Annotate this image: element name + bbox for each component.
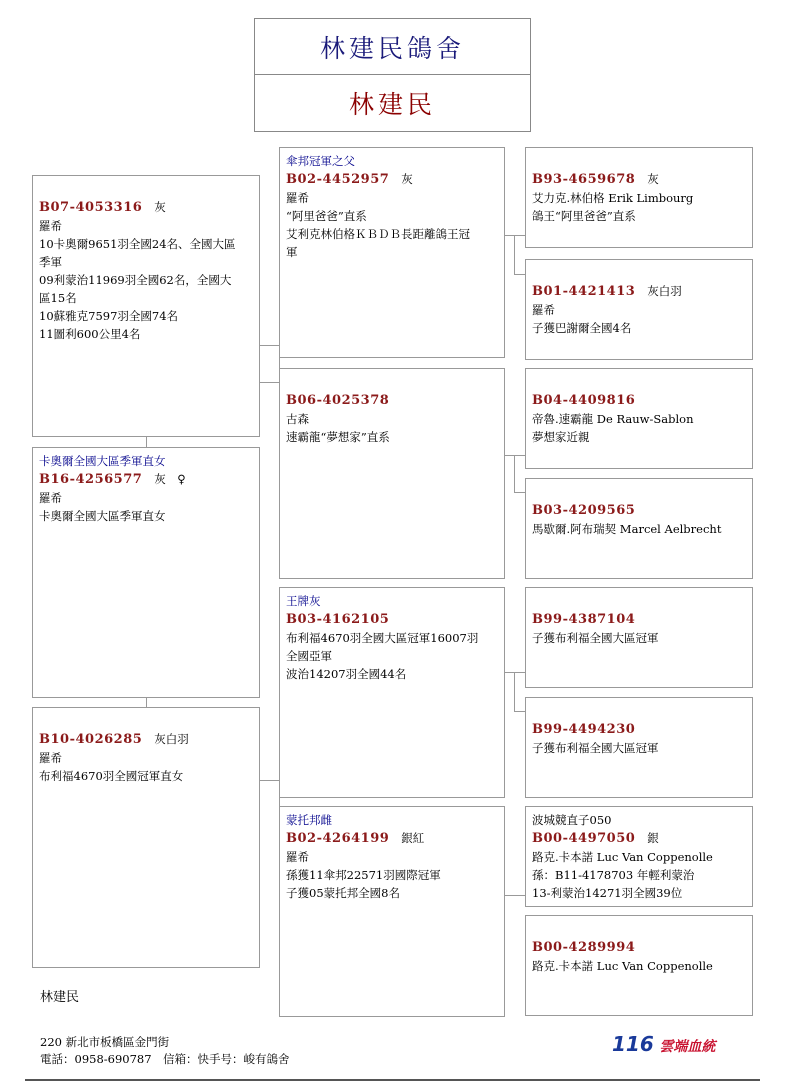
ring-number: B00-4289994 xyxy=(532,940,636,955)
info-line: 10蘇雅克7597羽全國74名 xyxy=(39,309,179,323)
pedigree-box-ss-dam[interactable] xyxy=(525,259,753,360)
info-line: 羅希 xyxy=(39,491,62,505)
box-title: 蒙托邦雌 xyxy=(286,813,332,827)
logo-text: 雲端血統 xyxy=(659,1039,716,1055)
info-line: 13-利蒙治14271羽全國39位 xyxy=(532,886,683,900)
info-line: 羅希 xyxy=(286,191,309,205)
ring-number: B04-4409816 xyxy=(532,393,636,408)
pedigree-box-dds-sire[interactable] xyxy=(525,806,753,907)
connector xyxy=(505,235,525,236)
connector xyxy=(260,780,280,781)
info-line: 全國亞軍 xyxy=(286,649,332,663)
info-line: 布利福4670羽全國冠軍直女 xyxy=(39,769,184,783)
box-title: 波城競直子050 xyxy=(532,813,612,827)
color: 銀紅 xyxy=(401,831,425,845)
connector xyxy=(514,235,515,275)
footer-owner: 林建民 xyxy=(40,990,80,1005)
ring-number: B02-4452957 xyxy=(286,172,390,187)
color: 灰白羽 xyxy=(154,732,189,746)
info-line: 子獲布利福全國大區冠軍 xyxy=(532,631,659,645)
info-line: 09利蒙治11969羽全國62名，全國大 xyxy=(39,273,232,287)
info-line: 羅希 xyxy=(39,751,62,765)
pedigree-box-dss-sire[interactable] xyxy=(525,587,753,688)
pedigree-box-sd-sire[interactable] xyxy=(525,368,753,469)
info-line: 艾利克林伯格ＫＢＤＢ長距離鴿王冠 xyxy=(286,227,470,241)
info-line: 區15名 xyxy=(39,291,77,305)
connector xyxy=(505,455,525,456)
pedigree-box-ss-sire[interactable] xyxy=(525,147,753,248)
info-line: 艾力克.林伯格 Erik Limbourg xyxy=(532,191,694,205)
info-line: 子獲05蒙托邦全國8名 xyxy=(286,886,400,900)
pedigree-box-sire-dam[interactable] xyxy=(279,368,505,579)
info-line: 速霸龍“夢想家”直系 xyxy=(286,430,390,444)
address-line: 220 新北市板橋區金門街 xyxy=(40,1035,170,1049)
info-line: 羅希 xyxy=(532,303,555,317)
ring-number: B06-4025378 xyxy=(286,393,390,408)
bottom-rule xyxy=(25,1079,760,1081)
info-line: “阿里爸爸”直系 xyxy=(286,209,367,223)
box-title: 卡奧爾全國大區季軍直女 xyxy=(39,454,166,468)
connector xyxy=(514,455,515,493)
ring-number: B99-4494230 xyxy=(532,722,636,737)
color: 銀 xyxy=(647,831,659,845)
color: 灰 ♀ xyxy=(154,472,186,486)
pedigree-box-dds-dam[interactable] xyxy=(525,915,753,1016)
pedigree-box-dam2[interactable] xyxy=(32,707,260,968)
info-line: 11圖利600公里4名 xyxy=(39,327,141,341)
ring-number: B07-4053316 xyxy=(39,200,143,215)
pedigree-box-dam[interactable] xyxy=(32,447,260,698)
ring-number: B16-4256577 xyxy=(39,472,143,487)
ring-number: B00-4497050 xyxy=(532,831,636,846)
info-line: 子獲布利福全國大區冠軍 xyxy=(532,741,659,755)
box-title: 王牌灰 xyxy=(286,594,321,608)
color: 灰 xyxy=(154,200,166,214)
connector xyxy=(260,345,280,346)
box-title: 傘邦冠軍之父 xyxy=(286,154,355,168)
ring-number: B02-4264199 xyxy=(286,831,390,846)
info-line: 卡奧爾全國大區季軍直女 xyxy=(39,509,166,523)
ring-number: B10-4026285 xyxy=(39,732,143,747)
info-line: 布利福4670羽全國大區冠軍16007羽 xyxy=(286,631,479,645)
ring-number: B99-4387104 xyxy=(532,612,636,627)
info-line: 路克.卡本諾 Luc Van Coppenolle xyxy=(532,850,713,864)
info-line: 10卡奧爾9651羽全國24名、全國大區 xyxy=(39,237,236,251)
color: 灰 xyxy=(647,172,659,186)
contact-line: 電話：0958-690787 信箱：快手号：峻有鴿舍 xyxy=(40,1052,290,1066)
pedigree-box-dss-dam[interactable] xyxy=(525,697,753,798)
connector xyxy=(146,437,147,447)
logo-number: 116 xyxy=(612,1032,654,1056)
info-line: 孫獲11傘邦22571羽國際冠軍 xyxy=(286,868,441,882)
connector xyxy=(505,672,525,673)
brand-logo[interactable] xyxy=(612,1032,715,1056)
ring-number: B01-4421413 xyxy=(532,284,636,299)
ring-number: B03-4209565 xyxy=(532,503,636,518)
ring-number: B03-4162105 xyxy=(286,612,390,627)
info-line: 子獲巴謝爾全國4名 xyxy=(532,321,632,335)
connector xyxy=(514,492,525,493)
pedigree-box-bird[interactable] xyxy=(32,175,260,437)
ring-number: B93-4659678 xyxy=(532,172,636,187)
info-line: 帝魯.速霸龍 De Rauw-Sablon xyxy=(532,412,694,426)
info-line: 羅希 xyxy=(39,219,62,233)
info-line: 軍 xyxy=(286,245,298,259)
info-line: 羅希 xyxy=(286,850,309,864)
pedigree-box-sd-dam[interactable] xyxy=(525,478,753,579)
info-line: 季軍 xyxy=(39,255,62,269)
pedigree-box-ds-sire[interactable] xyxy=(279,587,505,798)
connector xyxy=(514,672,515,712)
loft-name: 林建民鴿舍 xyxy=(254,18,531,75)
footer-address xyxy=(40,1034,290,1068)
color: 灰 xyxy=(401,172,413,186)
info-line: 馬歇爾.阿布瑞契 Marcel Aelbrecht xyxy=(532,522,722,536)
info-line: 夢想家近親 xyxy=(532,430,590,444)
pedigree-box-ds-dam[interactable] xyxy=(279,806,505,1017)
owner-name: 林建民 xyxy=(254,74,531,132)
connector xyxy=(505,895,525,896)
info-line: 鴿王“阿里爸爸”直系 xyxy=(532,209,636,223)
connector xyxy=(514,711,525,712)
info-line: 孫：B11-4178703 年輕利蒙治 xyxy=(532,868,695,882)
info-line: 波治14207羽全國44名 xyxy=(286,667,407,681)
pedigree-box-sire[interactable] xyxy=(279,147,505,358)
connector xyxy=(514,274,525,275)
color: 灰白羽 xyxy=(647,284,682,298)
connector xyxy=(260,382,280,383)
info-line: 古森 xyxy=(286,412,309,426)
info-line: 路克.卡本諾 Luc Van Coppenolle xyxy=(532,959,713,973)
